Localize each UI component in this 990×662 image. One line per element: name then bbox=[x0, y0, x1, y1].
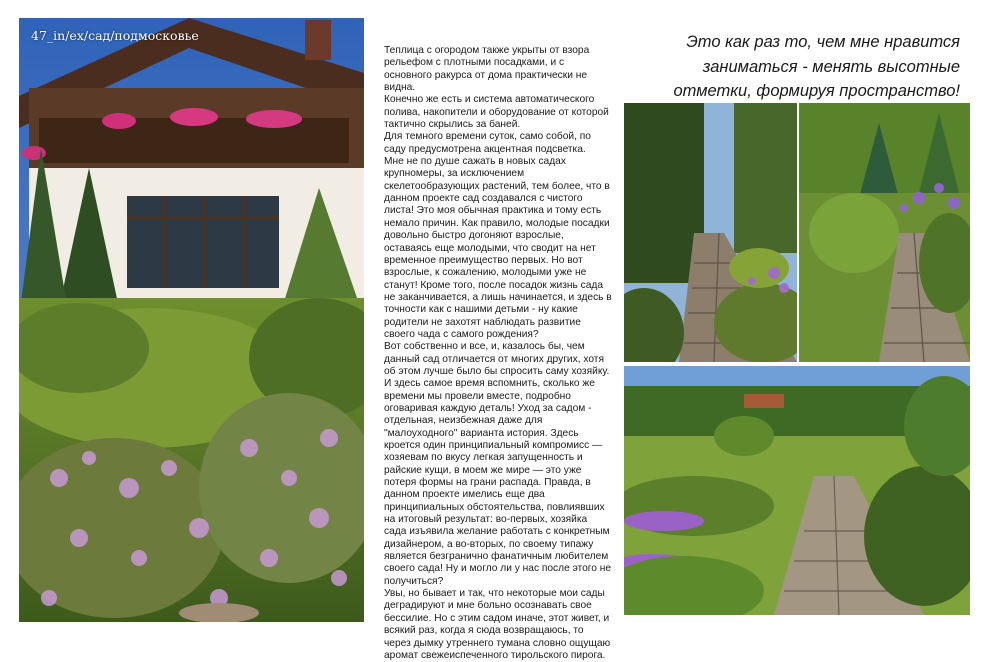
body-paragraph: Вот собственно и все, и, казалось бы, чем данный сад отличается от многих других, хотя об этом лучше было бы спросить саму хозяйку. И здесь самое время вспомнить, сколько же времени мы провели вместе, подробно оговаривая каждую деталь! Уход за садом - отдельная, неизбежная даже для "малоуходного" варианта история. Здесь кроется один принципиальный компромисс — хозяевам по вкусу легкая запущенность и райские кущи, в моем же мире — это уже потеря формы на грани распада. Правда, в данном проекте имелись еще два принципиальных обстоятельства, повлиявших на итоговый результат: во-первых, хозяйка сада изъявила желание работать с конкретным дизайнером, а во-вторых, по своему типажу является безгранично фанатичным любителем своего сада! Ну и могло ли у нас после этого не получиться? bbox=[384, 341, 612, 587]
garden-overview-photo bbox=[624, 366, 970, 615]
article-body-text bbox=[384, 45, 612, 662]
pull-quote: Это как раз то, чем мне нравится заниматься - менять высотные отметки, формируя пространство! bbox=[673, 33, 960, 100]
body-paragraph: Увы, но бывает и так, что некоторые мои сады деградируют и мне больно осознавать свое бессилие. Но с этим садом иначе, этот живет, и всякий раз, когда я сюда возвращаюсь, то через дымку утреннего тумана словно ощущаю аромат свежеиспеченного тирольского пирога. bbox=[384, 588, 611, 661]
body-paragraph: Мне не по душе сажать в новых садах крупномеры, за исключением скелетообразующих растений, тем более, что в данном проекте сад создавался с чистого листа! Это моя обычная практика и тому есть немало причин. Как правило, молодые посадки довольно быстро догоняют взрослые, оставаясь еще молодыми, что сводит на нет временное преимущество первых. Но вот взрослые, к сожалению, молодыми уже не станут! Кроме того, после посадок жизнь сада не заканчивается, а лишь начинается, и здесь в точности как с нашими детьми - ну какие родители не захотят наблюдать развитие своего чада с самого рождения? bbox=[384, 156, 612, 340]
main-house-garden-photo bbox=[19, 18, 364, 622]
body-paragraph: Теплица с огородом также укрыты от взора рельефом с плотными посадками, и с основного ракурса от дома практически не видна. bbox=[384, 45, 590, 94]
stone-path-illustration bbox=[799, 103, 970, 362]
house-garden-illustration bbox=[19, 18, 364, 622]
stone-path-photo-right bbox=[799, 103, 970, 362]
stone-path-photo-left bbox=[624, 103, 797, 362]
garden-overview-illustration bbox=[624, 366, 970, 615]
stone-path-illustration bbox=[624, 103, 797, 362]
photo-caption: 47_in/ex/сад/подмосковье bbox=[31, 28, 199, 43]
body-paragraph: Конечно же есть и система автоматического полива, накопители и оборудование от которой тактично скрылись за баней. bbox=[384, 94, 609, 131]
body-paragraph: Для темного времени суток, само собой, по саду предусмотрена акцентная подсветка. bbox=[384, 131, 591, 155]
